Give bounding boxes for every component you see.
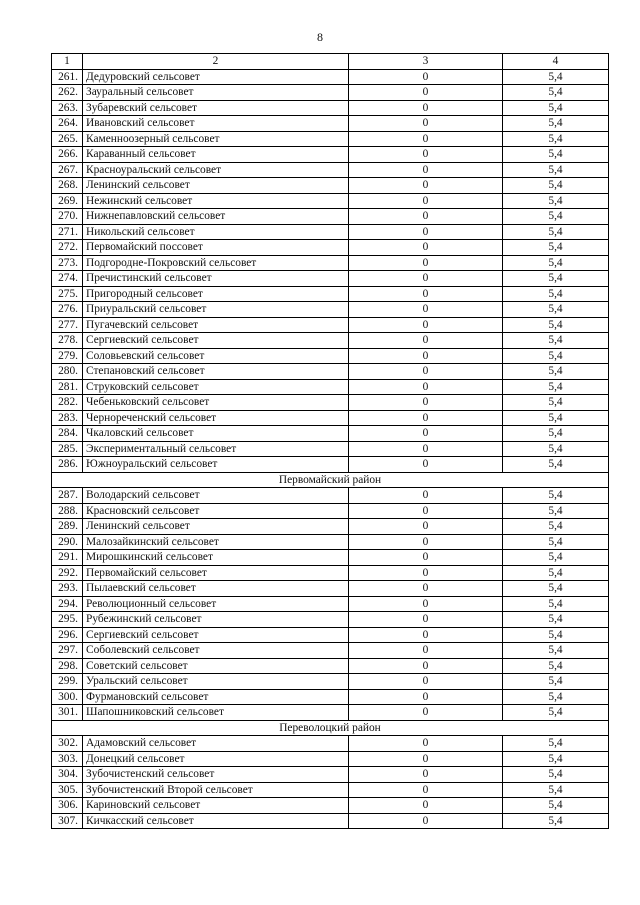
- municipality-name: Чкаловский сельсовет: [83, 426, 349, 442]
- column-3-value: 0: [349, 503, 503, 519]
- column-3-value: 0: [349, 364, 503, 380]
- row-number: 288.: [52, 503, 83, 519]
- row-number: 294.: [52, 596, 83, 612]
- column-4-value: 5,4: [503, 798, 609, 814]
- municipality-name: Нижнепавловский сельсовет: [83, 209, 349, 225]
- column-4-value: 5,4: [503, 426, 609, 442]
- municipality-name: Зубочистенский Второй сельсовет: [83, 782, 349, 798]
- column-3-value: 0: [349, 302, 503, 318]
- column-3-value: 0: [349, 705, 503, 721]
- column-4-value: 5,4: [503, 379, 609, 395]
- municipality-name: Приуральский сельсовет: [83, 302, 349, 318]
- municipality-name: Уральский сельсовет: [83, 674, 349, 690]
- table-row: [52, 364, 609, 380]
- municipality-name: Соловьевский сельсовет: [83, 348, 349, 364]
- column-4-value: 5,4: [503, 581, 609, 597]
- column-3-value: 0: [349, 488, 503, 504]
- municipality-name: Чернореченский сельсовет: [83, 410, 349, 426]
- column-3-value: 0: [349, 550, 503, 566]
- row-number: 300.: [52, 689, 83, 705]
- municipality-name: Зубочистенский сельсовет: [83, 767, 349, 783]
- column-4-value: 5,4: [503, 565, 609, 581]
- table-row: [52, 193, 609, 209]
- row-number: 262.: [52, 85, 83, 101]
- row-number: 270.: [52, 209, 83, 225]
- table-row: [52, 209, 609, 225]
- column-3-value: 0: [349, 674, 503, 690]
- column-4-value: 5,4: [503, 674, 609, 690]
- column-4-value: 5,4: [503, 503, 609, 519]
- row-number: 281.: [52, 379, 83, 395]
- column-4-value: 5,4: [503, 596, 609, 612]
- municipality-name: Степановский сельсовет: [83, 364, 349, 380]
- municipality-name: Сергиевский сельсовет: [83, 333, 349, 349]
- row-number: 282.: [52, 395, 83, 411]
- column-3-value: 0: [349, 565, 503, 581]
- row-number: 302.: [52, 736, 83, 752]
- row-number: 297.: [52, 643, 83, 659]
- column-4-value: 5,4: [503, 193, 609, 209]
- municipality-name: Соболевский сельсовет: [83, 643, 349, 659]
- column-4-value: 5,4: [503, 612, 609, 628]
- column-4-value: 5,4: [503, 705, 609, 721]
- column-4-value: 5,4: [503, 348, 609, 364]
- column-3-value: 0: [349, 317, 503, 333]
- table-row: [52, 658, 609, 674]
- column-4-value: 5,4: [503, 333, 609, 349]
- column-3-value: 0: [349, 689, 503, 705]
- row-number: 268.: [52, 178, 83, 194]
- municipality-name: Донецкий сельсовет: [83, 751, 349, 767]
- row-number: 278.: [52, 333, 83, 349]
- row-number: 276.: [52, 302, 83, 318]
- municipality-name: Нежинский сельсовет: [83, 193, 349, 209]
- column-4-value: 5,4: [503, 643, 609, 659]
- row-number: 277.: [52, 317, 83, 333]
- column-3-value: 0: [349, 240, 503, 256]
- municipality-name: Южноуральский сельсовет: [83, 457, 349, 473]
- row-number: 285.: [52, 441, 83, 457]
- column-4-value: 5,4: [503, 782, 609, 798]
- row-number: 265.: [52, 131, 83, 147]
- municipality-name: Дедуровский сельсовет: [83, 69, 349, 85]
- column-3-value: 0: [349, 519, 503, 535]
- row-number: 289.: [52, 519, 83, 535]
- column-header: 3: [349, 54, 503, 70]
- column-header: 4: [503, 54, 609, 70]
- table-row: [52, 224, 609, 240]
- row-number: 305.: [52, 782, 83, 798]
- column-3-value: 0: [349, 736, 503, 752]
- table-row: [52, 131, 609, 147]
- data-table: [51, 53, 609, 829]
- row-number: 304.: [52, 767, 83, 783]
- municipality-name: Революционный сельсовет: [83, 596, 349, 612]
- column-3-value: 0: [349, 162, 503, 178]
- municipality-name: Красновский сельсовет: [83, 503, 349, 519]
- municipality-name: Сергиевский сельсовет: [83, 627, 349, 643]
- table-row: [52, 457, 609, 473]
- row-number: 269.: [52, 193, 83, 209]
- column-4-value: 5,4: [503, 85, 609, 101]
- column-3-value: 0: [349, 147, 503, 163]
- column-3-value: 0: [349, 193, 503, 209]
- table-row: [52, 689, 609, 705]
- column-4-value: 5,4: [503, 534, 609, 550]
- column-4-value: 5,4: [503, 364, 609, 380]
- column-3-value: 0: [349, 271, 503, 287]
- municipality-name: Кичкасский сельсовет: [83, 813, 349, 829]
- municipality-name: Каменноозерный сельсовет: [83, 131, 349, 147]
- table-row: [52, 736, 609, 752]
- table-row: [52, 503, 609, 519]
- table-row: [52, 751, 609, 767]
- column-4-value: 5,4: [503, 395, 609, 411]
- municipality-name: Зубаревский сельсовет: [83, 100, 349, 116]
- table-row: [52, 302, 609, 318]
- column-3-value: 0: [349, 643, 503, 659]
- column-3-value: 0: [349, 209, 503, 225]
- row-number: 274.: [52, 271, 83, 287]
- table-row: [52, 550, 609, 566]
- column-3-value: 0: [349, 131, 503, 147]
- column-4-value: 5,4: [503, 519, 609, 535]
- municipality-name: Караванный сельсовет: [83, 147, 349, 163]
- table-row: [52, 85, 609, 101]
- row-number: 299.: [52, 674, 83, 690]
- table-row: [52, 596, 609, 612]
- row-number: 272.: [52, 240, 83, 256]
- table-row: [52, 240, 609, 256]
- column-3-value: 0: [349, 441, 503, 457]
- column-3-value: 0: [349, 348, 503, 364]
- column-header: 1: [52, 54, 83, 70]
- row-number: 286.: [52, 457, 83, 473]
- column-4-value: 5,4: [503, 209, 609, 225]
- row-number: 284.: [52, 426, 83, 442]
- table-row: [52, 162, 609, 178]
- table-row: [52, 116, 609, 132]
- column-3-value: 0: [349, 627, 503, 643]
- column-4-value: 5,4: [503, 240, 609, 256]
- column-4-value: 5,4: [503, 550, 609, 566]
- municipality-name: Шапошниковский сельсовет: [83, 705, 349, 721]
- table-row: [52, 627, 609, 643]
- column-3-value: 0: [349, 178, 503, 194]
- table-row: [52, 441, 609, 457]
- table-row: [52, 612, 609, 628]
- table-row: [52, 534, 609, 550]
- column-4-value: 5,4: [503, 302, 609, 318]
- municipality-name: Фурмановский сельсовет: [83, 689, 349, 705]
- table-row: [52, 271, 609, 287]
- municipality-name: Адамовский сельсовет: [83, 736, 349, 752]
- table-row: [52, 581, 609, 597]
- row-number: 283.: [52, 410, 83, 426]
- municipality-name: Первомайский сельсовет: [83, 565, 349, 581]
- section-title: Первомайский район: [52, 472, 609, 488]
- column-4-value: 5,4: [503, 736, 609, 752]
- column-3-value: 0: [349, 286, 503, 302]
- column-4-value: 5,4: [503, 410, 609, 426]
- municipality-name: Пречистинский сельсовет: [83, 271, 349, 287]
- column-4-value: 5,4: [503, 627, 609, 643]
- table-row: [52, 147, 609, 163]
- table-row: [52, 426, 609, 442]
- section-header-row: [52, 472, 609, 488]
- column-3-value: 0: [349, 395, 503, 411]
- municipality-name: Первомайский поссовет: [83, 240, 349, 256]
- column-4-value: 5,4: [503, 131, 609, 147]
- table-header-row: [52, 54, 609, 70]
- column-3-value: 0: [349, 751, 503, 767]
- column-4-value: 5,4: [503, 751, 609, 767]
- row-number: 292.: [52, 565, 83, 581]
- table-body: [52, 54, 609, 829]
- row-number: 298.: [52, 658, 83, 674]
- municipality-name: Малозайкинский сельсовет: [83, 534, 349, 550]
- page-number: 8: [317, 30, 323, 44]
- row-number: 296.: [52, 627, 83, 643]
- row-number: 264.: [52, 116, 83, 132]
- row-number: 275.: [52, 286, 83, 302]
- column-3-value: 0: [349, 426, 503, 442]
- table-row: [52, 286, 609, 302]
- column-4-value: 5,4: [503, 69, 609, 85]
- column-4-value: 5,4: [503, 178, 609, 194]
- row-number: 279.: [52, 348, 83, 364]
- table-row: [52, 767, 609, 783]
- column-3-value: 0: [349, 333, 503, 349]
- table-row: [52, 519, 609, 535]
- municipality-name: Рубежинский сельсовет: [83, 612, 349, 628]
- row-number: 280.: [52, 364, 83, 380]
- column-3-value: 0: [349, 782, 503, 798]
- column-4-value: 5,4: [503, 317, 609, 333]
- row-number: 271.: [52, 224, 83, 240]
- table-row: [52, 488, 609, 504]
- column-4-value: 5,4: [503, 224, 609, 240]
- municipality-name: Красноуральский сельсовет: [83, 162, 349, 178]
- row-number: 287.: [52, 488, 83, 504]
- table-row: [52, 100, 609, 116]
- column-3-value: 0: [349, 100, 503, 116]
- table-row: [52, 705, 609, 721]
- column-3-value: 0: [349, 798, 503, 814]
- column-3-value: 0: [349, 813, 503, 829]
- column-header: 2: [83, 54, 349, 70]
- municipality-name: Подгородне-Покровский сельсовет: [83, 255, 349, 271]
- column-4-value: 5,4: [503, 100, 609, 116]
- municipality-name: Пылаевский сельсовет: [83, 581, 349, 597]
- column-3-value: 0: [349, 534, 503, 550]
- table-row: [52, 178, 609, 194]
- section-header-row: [52, 720, 609, 736]
- row-number: 267.: [52, 162, 83, 178]
- table-row: [52, 348, 609, 364]
- row-number: 303.: [52, 751, 83, 767]
- column-3-value: 0: [349, 457, 503, 473]
- municipality-name: Советский сельсовет: [83, 658, 349, 674]
- row-number: 301.: [52, 705, 83, 721]
- row-number: 293.: [52, 581, 83, 597]
- column-3-value: 0: [349, 658, 503, 674]
- column-3-value: 0: [349, 85, 503, 101]
- column-3-value: 0: [349, 767, 503, 783]
- table-row: [52, 410, 609, 426]
- column-4-value: 5,4: [503, 488, 609, 504]
- row-number: 266.: [52, 147, 83, 163]
- municipality-name: Ленинский сельсовет: [83, 519, 349, 535]
- municipality-name: Ленинский сельсовет: [83, 178, 349, 194]
- municipality-name: Ивановский сельсовет: [83, 116, 349, 132]
- row-number: 295.: [52, 612, 83, 628]
- column-4-value: 5,4: [503, 116, 609, 132]
- column-4-value: 5,4: [503, 162, 609, 178]
- table-row: [52, 255, 609, 271]
- table-row: [52, 333, 609, 349]
- municipality-name: Кариновский сельсовет: [83, 798, 349, 814]
- table-row: [52, 565, 609, 581]
- column-3-value: 0: [349, 116, 503, 132]
- column-4-value: 5,4: [503, 147, 609, 163]
- column-3-value: 0: [349, 581, 503, 597]
- column-4-value: 5,4: [503, 813, 609, 829]
- municipality-name: Пугачевский сельсовет: [83, 317, 349, 333]
- column-4-value: 5,4: [503, 457, 609, 473]
- table-row: [52, 379, 609, 395]
- municipality-name: Пригородный сельсовет: [83, 286, 349, 302]
- table-row: [52, 395, 609, 411]
- column-4-value: 5,4: [503, 255, 609, 271]
- column-4-value: 5,4: [503, 767, 609, 783]
- section-title: Переволоцкий район: [52, 720, 609, 736]
- row-number: 290.: [52, 534, 83, 550]
- column-3-value: 0: [349, 410, 503, 426]
- municipality-name: Зауральный сельсовет: [83, 85, 349, 101]
- column-4-value: 5,4: [503, 689, 609, 705]
- table-row: [52, 798, 609, 814]
- column-3-value: 0: [349, 224, 503, 240]
- municipality-name: Экспериментальный сельсовет: [83, 441, 349, 457]
- municipality-name: Никольский сельсовет: [83, 224, 349, 240]
- row-number: 291.: [52, 550, 83, 566]
- column-3-value: 0: [349, 255, 503, 271]
- row-number: 307.: [52, 813, 83, 829]
- column-4-value: 5,4: [503, 271, 609, 287]
- column-4-value: 5,4: [503, 658, 609, 674]
- table-row: [52, 69, 609, 85]
- column-4-value: 5,4: [503, 441, 609, 457]
- municipality-name: Володарский сельсовет: [83, 488, 349, 504]
- table-row: [52, 674, 609, 690]
- table-row: [52, 782, 609, 798]
- table-row: [52, 813, 609, 829]
- row-number: 263.: [52, 100, 83, 116]
- row-number: 273.: [52, 255, 83, 271]
- table-row: [52, 317, 609, 333]
- municipality-name: Струковский сельсовет: [83, 379, 349, 395]
- column-3-value: 0: [349, 379, 503, 395]
- municipality-name: Мирошкинский сельсовет: [83, 550, 349, 566]
- municipality-name: Чебеньковский сельсовет: [83, 395, 349, 411]
- column-3-value: 0: [349, 612, 503, 628]
- column-4-value: 5,4: [503, 286, 609, 302]
- row-number: 261.: [52, 69, 83, 85]
- column-3-value: 0: [349, 596, 503, 612]
- table-row: [52, 643, 609, 659]
- column-3-value: 0: [349, 69, 503, 85]
- row-number: 306.: [52, 798, 83, 814]
